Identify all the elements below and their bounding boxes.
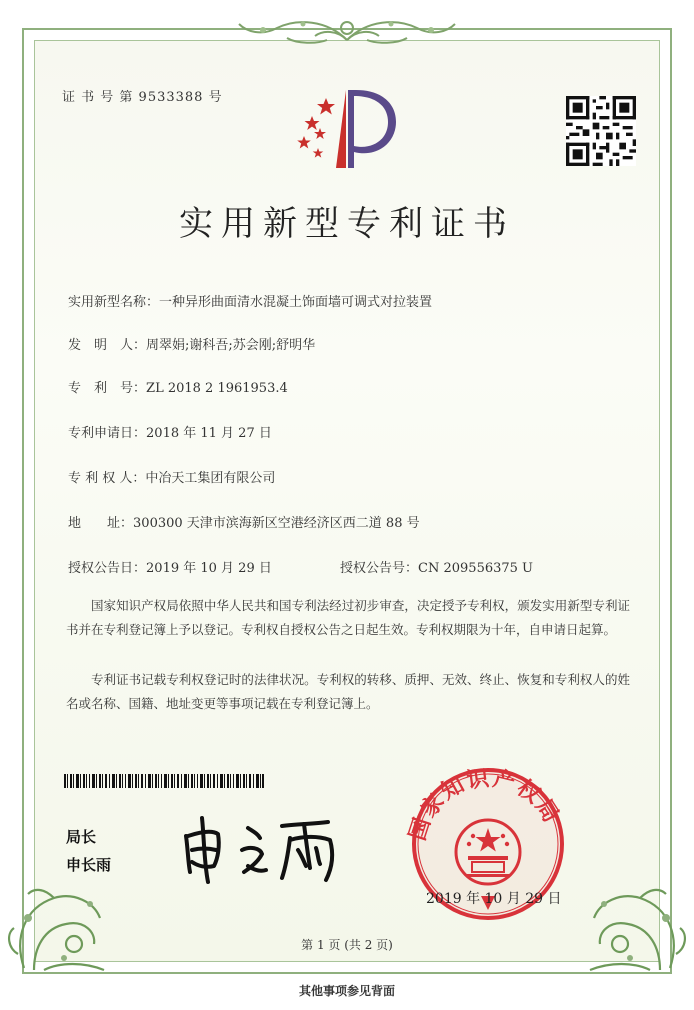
- field-label: 授权公告号: [340, 561, 406, 576]
- field-value: CN 209556375 U: [418, 561, 534, 576]
- field-value: 一种异形曲面清水混凝土饰面墙可调式对拉装置: [159, 295, 433, 310]
- seal-date: 2019 年 10 月 29 日: [426, 891, 562, 907]
- field-address: 地 址：300300 天津市滨海新区空港经济区西二道 88 号: [68, 512, 420, 531]
- back-page-note: 其他事项参见背面: [298, 984, 395, 998]
- field-value: 300300 天津市滨海新区空港经济区西二道 88 号: [133, 516, 420, 531]
- seal-text: 国家知识产权局: [405, 766, 565, 844]
- field-label: 专 利 号: [68, 381, 134, 396]
- certificate-number-label: 证 书 号 第: [62, 90, 134, 105]
- legal-status-paragraph: 专利证书记载专利权登记时的法律状况。专利权的转移、质押、无效、终止、恢复和专利权人的姓名或名称、国籍、地址变更等事项记载在专利登记簿上。: [66, 672, 630, 711]
- director-title: 局长: [66, 828, 97, 846]
- certificate-number: [62, 86, 223, 105]
- director-name: 申长雨: [66, 856, 112, 874]
- certificate-number-suffix: 号: [208, 90, 223, 105]
- certificate-title: 实用新型专利证书: [179, 204, 515, 244]
- field-value: 2019 年 10 月 29 日: [146, 561, 272, 576]
- director-signature-icon: [178, 806, 348, 886]
- field-value: 周翠娟;谢科吾;苏会刚;舒明华: [146, 338, 316, 353]
- field-value: ZL 2018 2 1961953.4: [146, 381, 288, 396]
- field-label: 授权公告日: [68, 561, 134, 576]
- bottom-right-ornament-icon: [580, 858, 690, 978]
- field-value: 中冶天工集团有限公司: [145, 471, 276, 486]
- field-label: 实用新型名称: [68, 295, 147, 310]
- top-ornament-icon: [227, 10, 467, 50]
- page-indicator: 第 1 页 (共 2 页): [301, 938, 393, 952]
- field-grant-number: 授权公告号：CN 209556375 U: [340, 557, 533, 576]
- certificate-statement-paragraph: 国家知识产权局依照中华人民共和国专利法经过初步审查，决定授予专利权，颁发实用新型专利证书并在专利登记簿上予以登记。专利权自授权公告之日起生效。专利权期限为十年，自申请日起算。: [66, 598, 630, 637]
- field-value: 2018 年 11 月 27 日: [146, 426, 272, 441]
- qr-code-icon[interactable]: [566, 96, 636, 166]
- field-utility-model-name: 实用新型名称：一种异形曲面清水混凝土饰面墙可调式对拉装置: [68, 291, 432, 310]
- field-filing-date: 专利申请日：2018 年 11 月 27 日: [68, 422, 272, 441]
- field-patentee: 专 利 权 人：中冶天工集团有限公司: [68, 467, 275, 486]
- field-label: 专 利 权 人: [68, 471, 133, 486]
- field-label: 发 明 人: [68, 338, 134, 353]
- barcode-icon: [64, 774, 264, 788]
- field-patent-number: 专 利 号：ZL 2018 2 1961953.4: [68, 377, 288, 396]
- field-label: 地 址: [68, 516, 121, 531]
- bottom-left-ornament-icon: [4, 858, 114, 978]
- field-inventor: 发 明 人：周翠娟;谢科吾;苏会刚;舒明华: [68, 334, 315, 353]
- field-label: 专利申请日: [68, 426, 134, 441]
- patent-office-logo-icon: [290, 84, 400, 174]
- certificate-number-value: 9533388: [138, 90, 204, 105]
- field-grant-date: 授权公告日：2019 年 10 月 29 日: [68, 557, 272, 576]
